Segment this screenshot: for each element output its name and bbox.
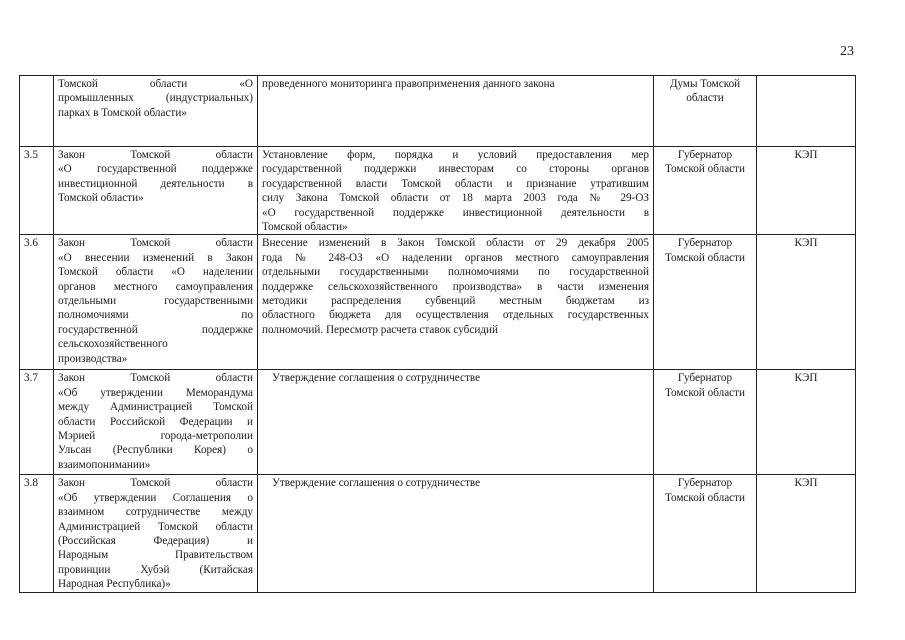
responsible-body [654, 76, 757, 147]
law-title-line: «О государственной поддержке [58, 163, 253, 176]
law-title [54, 370, 258, 475]
description-line: методики распределения субвенций местным бюджетам из [262, 295, 649, 308]
table-row [20, 76, 856, 147]
law-title-line: Закон Томской области [58, 372, 253, 385]
law-title-line: Мэрией города-метрополии [58, 430, 253, 443]
law-title [54, 235, 258, 370]
description-line: государственной власти Томской области и признание утратившим [262, 177, 649, 190]
table-row [20, 147, 856, 235]
law-title-line: отдельными государственными [58, 295, 253, 308]
row-number [20, 76, 54, 147]
description-line: года № 248-ОЗ «О наделении органов местного самоуправления [262, 251, 649, 264]
law-title [54, 147, 258, 235]
law-title-line: Томской области» [58, 192, 144, 205]
law-title-line: Народная Республика)» [58, 578, 171, 591]
responsible-body [654, 235, 757, 370]
row-number: 3.8 [20, 475, 54, 593]
description-line: «О государственной поддержке инвестиционной деятельности в [262, 206, 649, 219]
law-title-line: органов местного самоуправления [58, 280, 253, 293]
law-title-line: сельскохозяйственного [58, 338, 168, 351]
description-line: полномочий. Пересмотр расчета ставок субсидий [262, 323, 498, 336]
responsible-line: Томской области [664, 386, 746, 399]
kep-cell: КЭП [757, 475, 856, 593]
row-number: 3.6 [20, 235, 54, 370]
law-title [54, 76, 258, 147]
responsible-line: Думы Томской [669, 78, 741, 90]
kep-cell: КЭП [757, 147, 856, 235]
responsible-line: Губернатор [677, 372, 733, 385]
description-line: силу Закона Томской области от 18 марта 2003 года № 29-ОЗ [262, 192, 649, 205]
law-title-line: «Об утверждении Меморандума [58, 386, 253, 399]
row-number: 3.7 [20, 370, 54, 475]
law-title-line: инвестиционной деятельности в [58, 177, 253, 190]
law-title-line: Ульсан (Республики Корея) о [58, 444, 253, 457]
page-number: 23 [840, 44, 854, 59]
law-title-line: государственной поддержке [58, 323, 253, 336]
responsible-line: Томской области [664, 163, 746, 176]
kep-cell: КЭП [757, 235, 856, 370]
responsible-line: Губернатор [677, 477, 733, 490]
description-line: Утверждение соглашения о сотрудничестве [272, 477, 481, 490]
law-title-line: Закон Томской области [58, 477, 253, 490]
law-title-line: Закон Томской области [58, 237, 253, 250]
law-title-line: Томской области «О наделении [58, 266, 253, 279]
responsible-line: области [686, 92, 724, 105]
measure-description [258, 370, 654, 475]
law-title-line: взаимопонимании» [58, 458, 151, 471]
law-title [54, 475, 258, 593]
law-title-line: «О внесении изменений в Закон [58, 251, 253, 264]
law-title-line: Закон Томской области [58, 149, 253, 161]
measure-description [258, 76, 654, 147]
responsible-body [654, 147, 757, 235]
law-title-line: производства» [58, 352, 128, 365]
law-title-line: парках в Томской области» [58, 106, 187, 119]
description-line: Внесение изменений в Закон Томской области от 29 декабря 2005 [262, 237, 649, 250]
description-line: Утверждение соглашения о сотрудничестве [272, 372, 481, 385]
law-title-line: провинции Хубэй (Китайская [58, 563, 253, 576]
responsible-line: Губернатор [677, 237, 733, 250]
responsible-body [654, 370, 757, 475]
law-title-line: промышленных (индустриальных) [58, 92, 253, 105]
law-title-line: области Российской Федерации и [58, 415, 253, 428]
legislation-plan-table [19, 75, 856, 593]
description-line: поддержке сельскохозяйственного производства» в части изменения [262, 280, 649, 293]
description-line: проведенного мониторинга правоприменения данного закона [262, 78, 555, 90]
law-title-line: (Российская Федерация) и [58, 535, 253, 548]
kep-cell [757, 76, 856, 147]
table-row [20, 235, 856, 370]
law-title-line: полномочиями по [58, 309, 253, 322]
responsible-body [654, 475, 757, 593]
description-line: Томской области» [262, 221, 348, 234]
measure-description [258, 147, 654, 235]
description-line: областного бюджета для осуществления отдельных государственных [262, 309, 649, 322]
kep-cell: КЭП [757, 370, 856, 475]
law-title-line: Администрацией Томской области [58, 520, 253, 533]
description-line: государственной поддержки инвесторам со стороны органов [262, 163, 649, 176]
measure-description [258, 235, 654, 370]
law-title-line: между Администрацией Томской [58, 401, 253, 414]
law-title-line: «Об утверждении Соглашения о [58, 491, 253, 504]
measure-description [258, 475, 654, 593]
responsible-line: Томской области [664, 251, 746, 264]
description-line: Установление форм, порядка и условий предоставления мер [262, 149, 649, 161]
law-title-line: Народным Правительством [58, 549, 253, 562]
row-number: 3.5 [20, 147, 54, 235]
law-title-line: Томской области «О [58, 78, 253, 90]
description-line: отдельными государственными полномочиями по государственной [262, 266, 649, 279]
responsible-line: Губернатор [677, 149, 733, 161]
table-row [20, 475, 856, 593]
responsible-line: Томской области [664, 491, 746, 504]
law-title-line: взаимном сотрудничестве между [58, 506, 253, 519]
table-row [20, 370, 856, 475]
